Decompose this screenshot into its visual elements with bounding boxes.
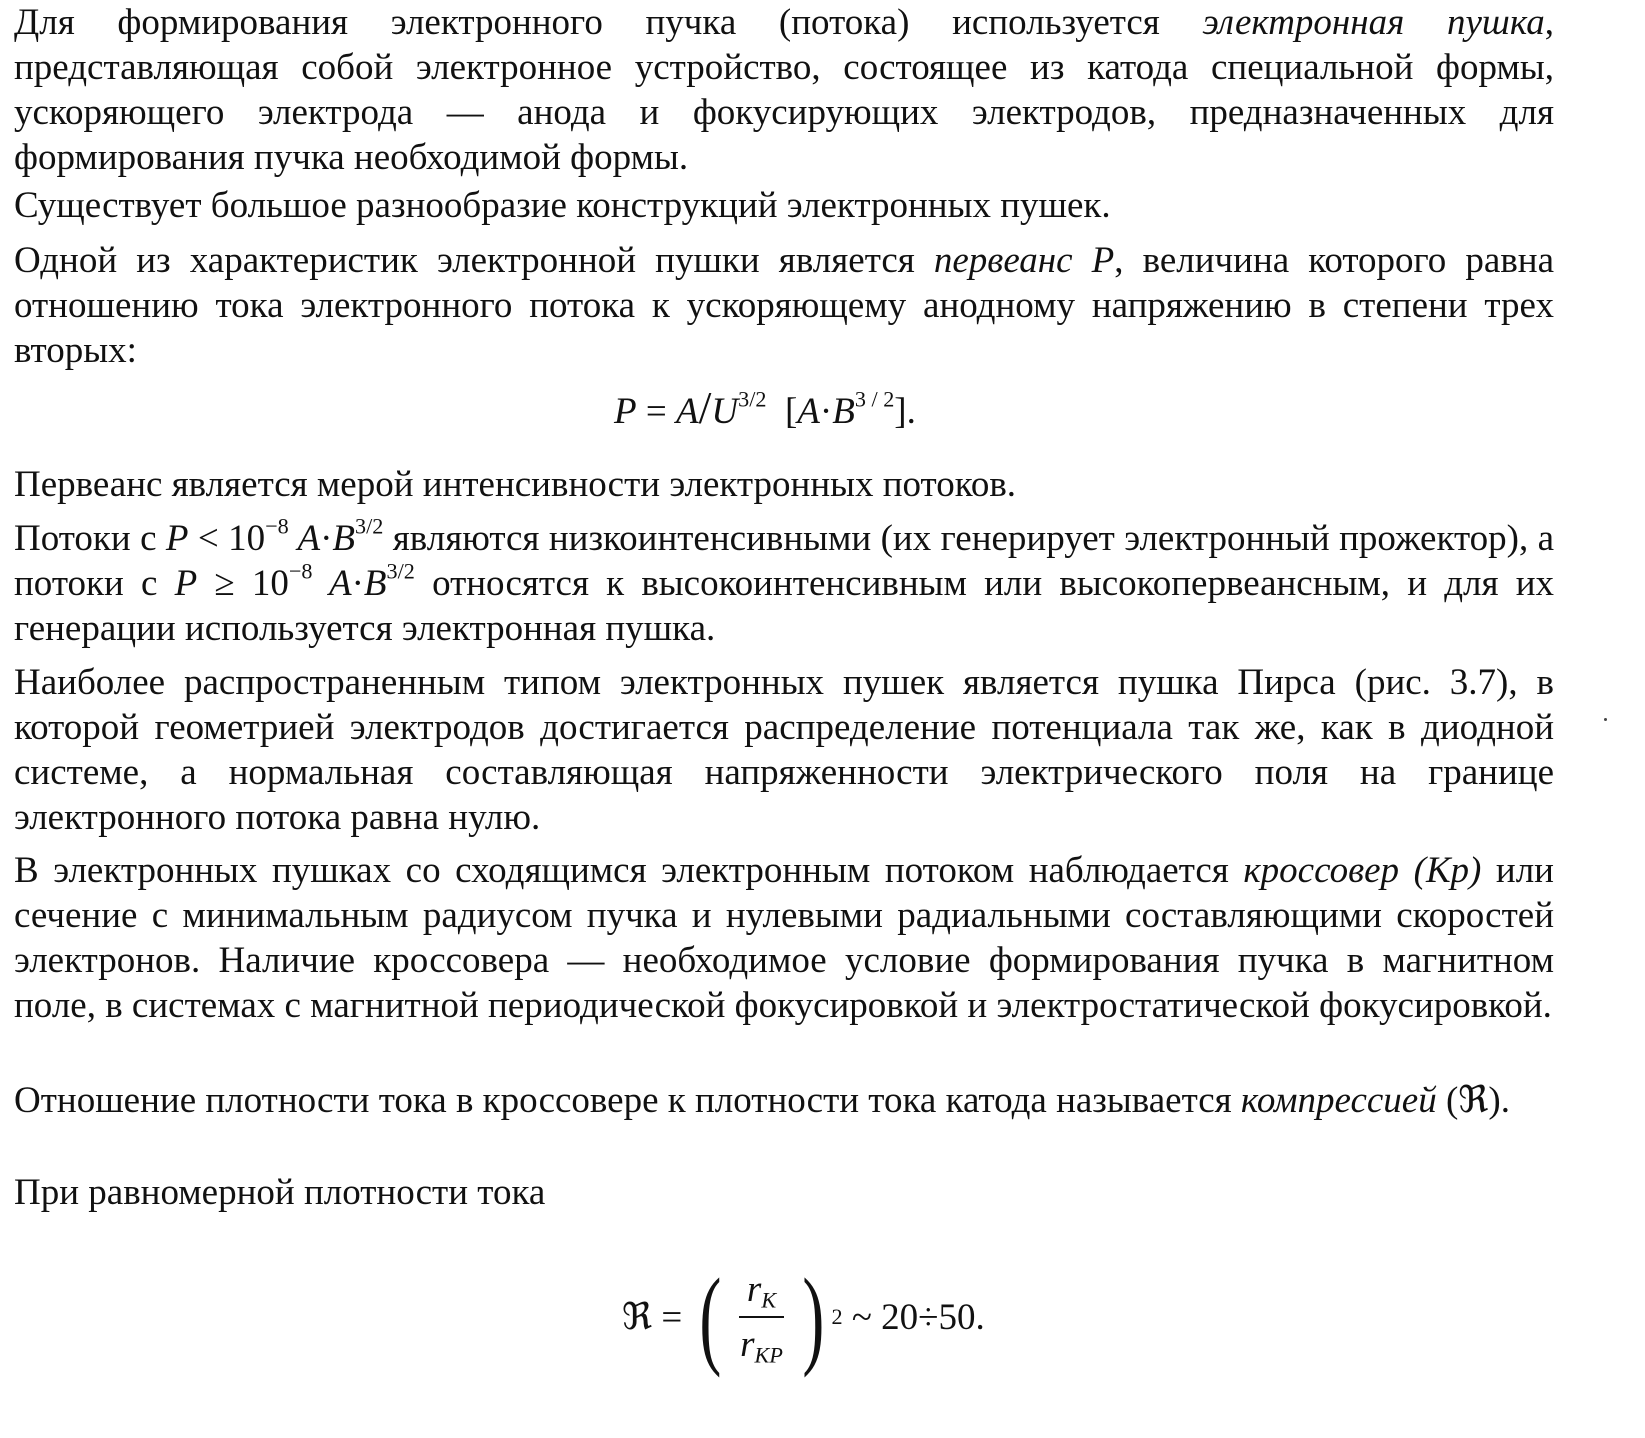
term-perveance: первеанс P — [933, 240, 1115, 281]
fraction-denominator — [732, 1318, 791, 1367]
paragraph-compression — [14, 1078, 1554, 1123]
relation: < 10 — [188, 518, 266, 559]
unit-exponent: 3 / 2 — [854, 386, 895, 412]
dot-operator: · — [320, 518, 333, 559]
speck-mark — [1604, 718, 1607, 721]
text: При равномерной плотности тока — [14, 1172, 546, 1213]
unit-a: A — [797, 391, 820, 432]
formula-range: ~ 20÷50. — [842, 1296, 985, 1338]
exponent: −8 — [288, 558, 313, 584]
subscript-k: K — [761, 1287, 777, 1313]
paragraph-crossover — [14, 848, 1554, 1028]
formula-body: ℜ = ( $\frac{r_K}{r_{KP}}$ ) 2 ~ 20÷50. — [622, 1256, 985, 1378]
text: , величина которого равна отношению тока электронного потока к ускоряющему анодному напряжению в степени трех вторых: — [14, 240, 1555, 371]
unit-b: B — [332, 518, 356, 559]
relation: ≥ 10 — [197, 563, 289, 604]
text: (ℜ). — [1436, 1080, 1510, 1121]
term-compression: компрессией — [1240, 1080, 1437, 1121]
symbol-p: P — [614, 391, 637, 432]
term-crossover: кроссовер (Кр) — [1243, 850, 1482, 891]
symbol-r: r — [740, 1324, 755, 1365]
paragraph-uniform-density — [14, 1170, 1554, 1215]
unit-a: A — [288, 518, 321, 559]
symbol-r: r — [746, 1269, 762, 1310]
slash: / — [698, 382, 712, 433]
symbol-p: P — [174, 563, 198, 604]
text: Существует большое разнообразие конструкций электронных пушек. — [14, 185, 1111, 226]
paragraph-flows — [14, 513, 1555, 651]
bracket-open: [ — [766, 391, 798, 432]
equals-sign: = — [652, 1296, 692, 1338]
fraction — [732, 1267, 791, 1367]
text: Потоки с — [14, 518, 166, 559]
dot-operator: · — [819, 391, 833, 432]
symbol-u: U — [711, 391, 739, 432]
text: являются низкоинтенсивными (их генерирует электронный прожектор), а потоки с — [14, 518, 1555, 604]
paragraph-intensity — [14, 462, 1554, 507]
equals-sign: = — [636, 391, 676, 432]
fraction-numerator — [739, 1267, 784, 1318]
text: В электронных пушках со сходящимся электронным потоком наблюдается — [14, 850, 1244, 891]
text: относятся к высокоинтенсивным или высокопервеансным, и для их генерации используется электронная пушка. — [14, 563, 1554, 649]
exponent: −8 — [265, 513, 289, 539]
unit-b: B — [363, 563, 387, 604]
formula-compression — [622, 1256, 985, 1378]
symbol-p: P — [165, 518, 189, 559]
inline-formula-high — [174, 558, 415, 604]
dot-operator: · — [351, 563, 364, 604]
text: Первеанс является мерой интенсивности электронных потоков. — [14, 464, 1017, 505]
text: Одной из характеристик электронной пушки является — [14, 240, 934, 281]
text: , представляющая собой электронное устройство, состоящее из катода специальной формы, ускоряющего электрода — анода и фокусирующих электродов, предназначенных для формирования пучка необходимой формы. — [14, 2, 1554, 178]
paragraph-pierce-gun — [14, 660, 1554, 840]
symbol-a: A — [675, 391, 699, 432]
formula-perveance — [614, 382, 916, 434]
text: Для формирования электронного пучка (потока) используется — [14, 2, 1203, 43]
unit-b: B — [832, 391, 855, 432]
paren-close: ) — [802, 1256, 825, 1378]
text: или сечение с минимальным радиусом пучка и нулевыми радиальными составляющими скоростей электронов. Наличие кроссовера — необходимое условие формирования пучка в магнитном поле, в системах с магнитной периодической фокусировкой и электростатической фокусировкой. — [14, 850, 1554, 1026]
unit-exponent: 3/2 — [386, 558, 415, 584]
paragraph-electron-gun — [14, 0, 1554, 180]
unit-a: A — [312, 563, 352, 604]
exponent: 3/2 — [738, 386, 767, 412]
unit-exponent: 3/2 — [355, 513, 384, 539]
paren-open: ( — [698, 1256, 721, 1378]
term-electron-gun: электронная пушка — [1202, 2, 1545, 43]
inline-formula-low — [165, 513, 384, 559]
paragraph-variety — [14, 183, 1554, 228]
bracket-close: ]. — [894, 391, 916, 432]
paragraph-perveance — [14, 238, 1554, 373]
text: Наиболее распространенным типом электронных пушек является пушка Пирса (рис. 3.7), в которой геометрией электродов достигается распределение потенциала так же, как в диодной системе, а нормальная составляющая напряженности электрического поля на границе электронного потока равна нулю. — [14, 662, 1554, 838]
text: Отношение плотности тока в кроссовере к плотности тока катода называется — [14, 1080, 1241, 1121]
symbol-compression: ℜ — [622, 1296, 653, 1338]
subscript-kp: KP — [754, 1342, 783, 1368]
